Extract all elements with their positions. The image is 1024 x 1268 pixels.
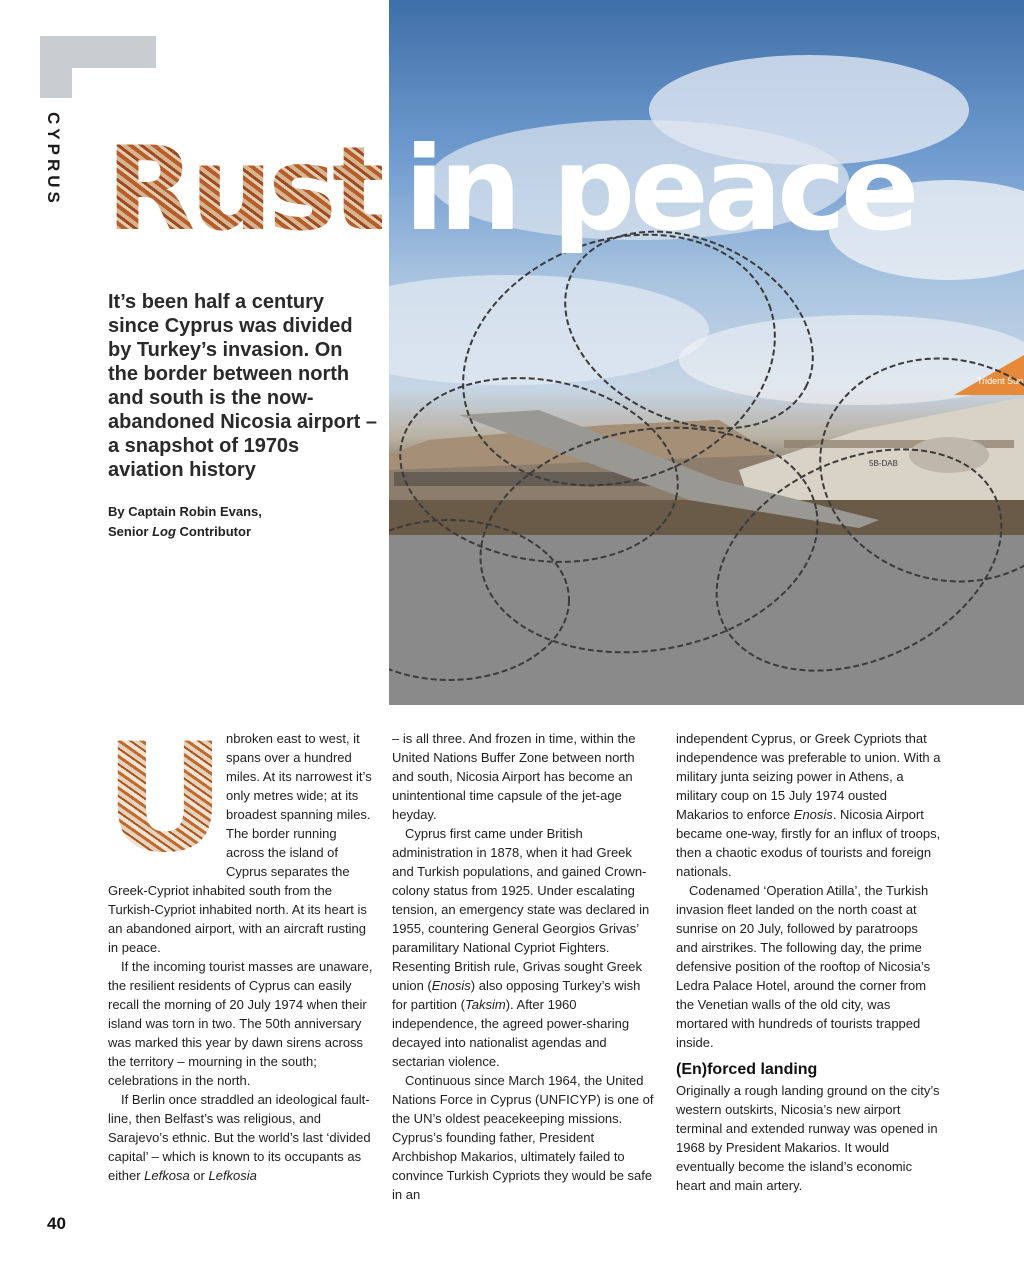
text-run: If Berlin once straddled an ideological fault-line, then Belfast’s was religious, and Sarajevo’s ethnic. But the world’s last ‘divided capital’ – which is known to its occupants as either — [108, 1092, 371, 1183]
paragraph: Codenamed ‘Operation Atilla’, the Turkish invasion fleet landed on the north coast at sunrise on 20 July, followed by paratroops and airstrikes. The following day, the prime defensive position of the rooftop of Nicosia’s Ledra Palace Hotel, around the corner from the Venetian walls of the old city, was mortared with hundreds of tourists trapped inside. — [676, 883, 931, 1050]
byline-role-post: Contributor — [175, 524, 251, 539]
page-number: 40 — [47, 1214, 66, 1233]
byline — [108, 502, 262, 542]
text-run: ). After 1960 independence, the agreed power-sharing decayed into nationalist agendas and sectarian violence. — [392, 997, 630, 1069]
paragraph — [676, 729, 941, 881]
text-italic: Enosis — [793, 807, 833, 822]
text-run: ) also opposing Turkey’s wish for partition ( — [392, 978, 641, 1012]
text-run: Cyprus first came under British administration in 1878, when it had Greek and Turkish populations, and gained Crown-colony status from 1925. Under escalating tension, an emergency state was declared in 1955, countering General Georgios Grivas’ paramilitary National Cypriot Fighters. Resenting British rule, Grivas sought Greek union ( — [392, 826, 650, 993]
text-italic: Lefkosia — [208, 1168, 257, 1183]
byline-role-pre: Senior — [108, 524, 153, 539]
text-italic: Enosis — [431, 978, 471, 993]
tarmac — [389, 535, 1024, 705]
cloud — [389, 275, 709, 385]
hero-photo — [389, 0, 1024, 705]
text-run: independent Cyprus, or Greek Cypriots that independence was preferable to union. With a military junta seizing power in Athens, a military coup on 15 July 1974 ousted Makarios to enforce — [676, 731, 941, 822]
paragraph — [108, 1090, 373, 1185]
paragraph: Originally a rough landing ground on the city’s western outskirts, Nicosia’s new airport terminal and extended runway was opened in 1968 by President Makarios. It would eventually become the island’s economic heart and main artery. — [676, 1083, 940, 1193]
corner-mark-stem — [40, 36, 72, 98]
drop-cap — [104, 712, 222, 886]
text-run: or — [189, 1168, 209, 1183]
text-italic: Taksim — [464, 997, 506, 1012]
corner-mark — [40, 36, 156, 98]
byline-role-italic: Log — [152, 524, 176, 539]
text-italic: Lefkosa — [144, 1168, 190, 1183]
byline-author: By Captain Robin Evans, — [108, 504, 262, 519]
paragraph: If the incoming tourist masses are unaware, the resilient residents of Cyprus can easily recall the morning of 20 July 1974 when their island was torn in two. The 50th anniversary was marked this year by dawn sirens across the territory – mourning in the south; celebrations in the north. — [108, 959, 373, 1088]
livery-text: Trident Sun — [977, 376, 1024, 386]
article-column-2 — [392, 729, 657, 1204]
headline-rest: in peace — [404, 122, 915, 257]
paragraph — [392, 824, 657, 1071]
byline-role — [108, 522, 262, 542]
aircraft-engine — [909, 437, 989, 473]
section-label: CYPRUS — [44, 112, 63, 207]
headline — [106, 122, 915, 257]
paragraph: Continuous since March 1964, the United Nations Force in Cyprus (UNFICYP) is one of the UN’s oldest peacekeeping missions. Cyprus’s founding father, President Archbishop Makarios, ultimately failed to convince Turkish Cypriots they would be safe in an — [392, 1073, 654, 1202]
article-column-3 — [676, 729, 941, 1195]
standfirst: It’s been half a century since Cyprus was divided by Turkey’s invasion. On the border between north and south is the now-abandoned Nicosia airport – a snapshot of 1970s aviation history — [108, 291, 377, 481]
subheading: (En)forced landing — [676, 1061, 818, 1078]
drop-cap-letter: U — [104, 712, 222, 886]
article-column-1 — [104, 712, 373, 1185]
paragraph: – is all three. And frozen in time, within the United Nations Buffer Zone between north and south, Nicosia Airport has become an unintentional time capsule of the jet-age heyday. — [392, 731, 636, 822]
hero-scene — [389, 0, 1024, 705]
headline-rust-word: Rust — [106, 122, 383, 257]
paragraph: nbroken east to west, it spans over a hundred miles. At its narrowest it’s only metres wide; at its broadest spanning miles. The border running across the island of Cyprus separates the Greek-Cypriot inhabited south from the Turkish-Cypriot inhabited north. At its heart is an abandoned airport, with an aircraft rusting in peace. — [108, 731, 372, 955]
registration-text: 5B-DAB — [869, 459, 898, 468]
text-run: . Nicosia Airport became one-way, firstly for an influx of troops, then a chaotic exodus of tourists and foreign nationals. — [676, 807, 941, 879]
